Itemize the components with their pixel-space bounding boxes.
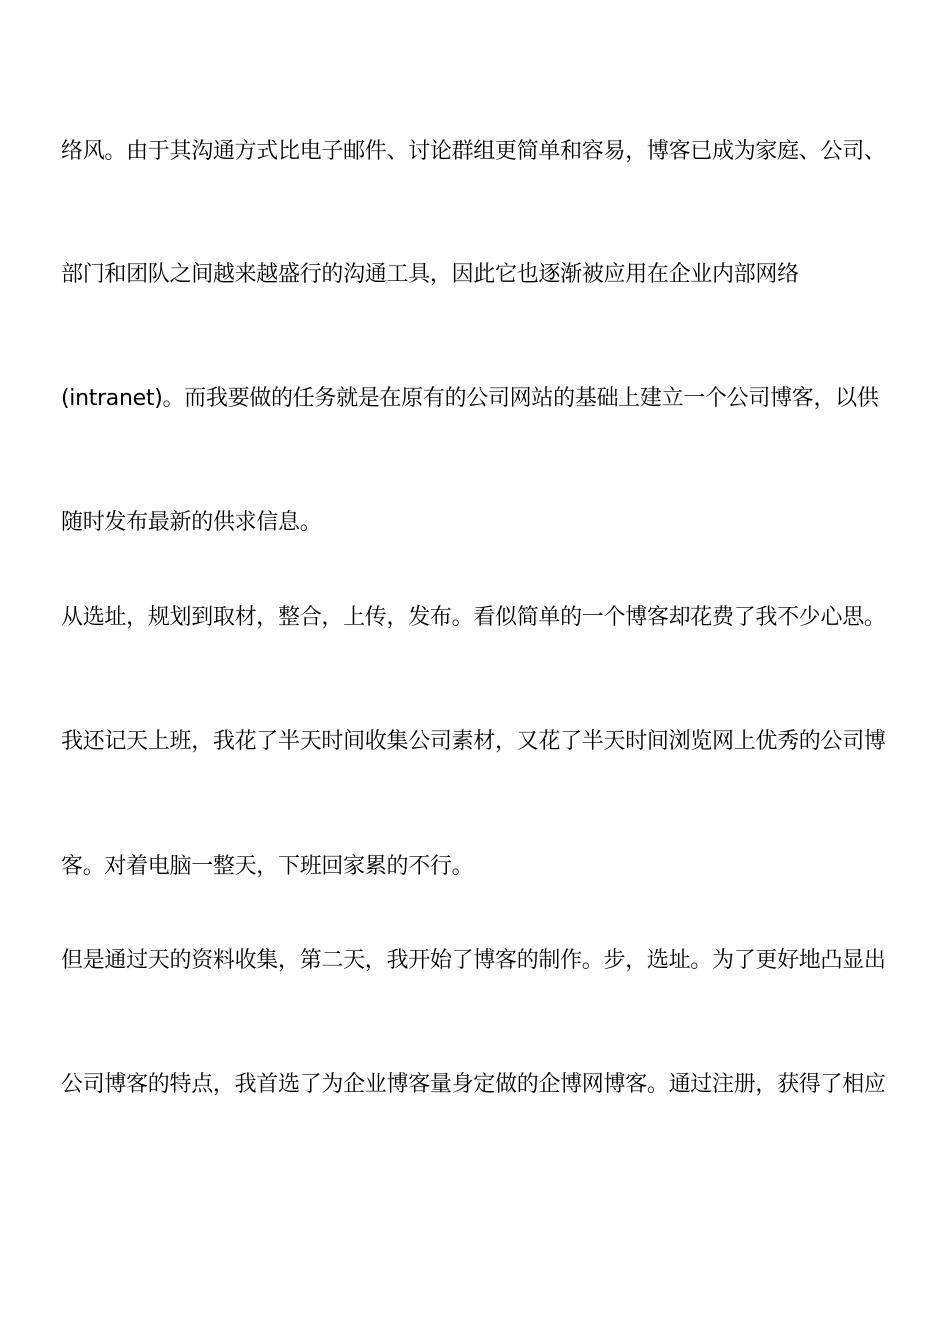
paragraph-3-line-2: 客。对着电脑一整天，下班回家累的不行。 xyxy=(61,854,474,879)
paragraph-2-line-1: 从选址，规划到取材，整合，上传，发布。看似简单的一个博客却花费了我不少心思。 xyxy=(61,605,886,630)
paragraph-1-line-3: (intranet)。而我要做的任务就是在原有的公司网站的基础上建立一个公司博客，以供 xyxy=(61,386,879,411)
paragraph-1-line-2: 部门和团队之间越来越盛行的沟通工具，因此它也逐渐被应用在企业内部网络 xyxy=(61,262,799,287)
paragraph-4-line-1: 但是通过天的资料收集，第二天，我开始了博客的制作。步，选址。为了更好地凸显出 xyxy=(61,948,886,973)
paragraph-1-line-1: 络风。由于其沟通方式比电子邮件、讨论群组更简单和容易，博客已成为家庭、公司、 xyxy=(61,139,886,164)
paragraph-3-line-1: 我还记天上班，我花了半天时间收集公司素材，又花了半天时间浏览网上优秀的公司博 xyxy=(61,729,886,754)
paragraph-1-line-4: 随时发布最新的供求信息。 xyxy=(61,510,322,535)
paragraph-4-line-2: 公司博客的特点，我首选了为企业博客量身定做的企博网博客。通过注册，获得了相应 xyxy=(61,1072,886,1097)
